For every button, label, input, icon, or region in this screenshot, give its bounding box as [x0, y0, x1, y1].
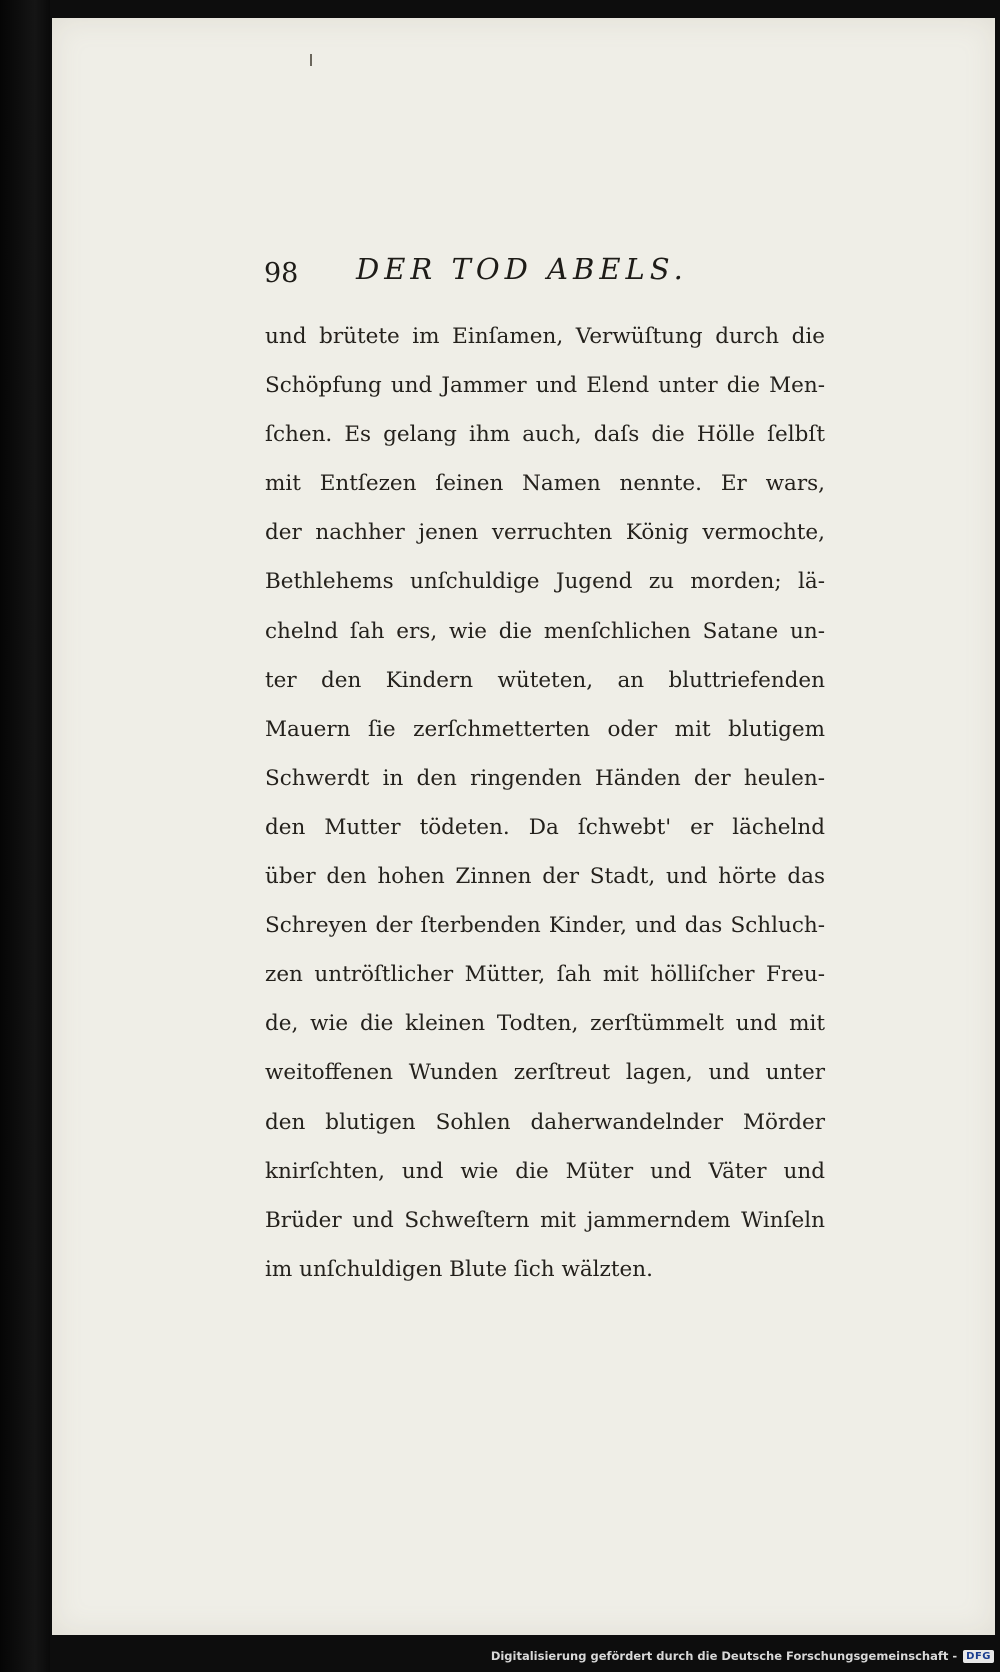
text-line: de, wie die kleinen Todten, zerſtümmelt und mit: [265, 1011, 825, 1037]
running-title: DER TOD ABELS.: [356, 252, 688, 286]
text-line: mit Entſezen ſeinen Namen nennte. Er wars,: [265, 471, 825, 497]
text-line: ter den Kindern wüteten, an bluttriefenden: [265, 667, 825, 693]
text-line: Brüder und Schweſtern mit jammerndem Winſeln: [265, 1207, 825, 1233]
page-header: [264, 252, 734, 292]
page-number: 98: [264, 258, 299, 289]
text-line: Schöpfung und Jammer und Elend unter die Men-: [265, 373, 825, 399]
text-line: knirſchten, und wie die Müter und Väter und: [265, 1158, 825, 1184]
text-line: ſchen. Es gelang ihm auch, daſs die Hölle ſelbſt: [265, 422, 825, 448]
text-line: den blutigen Sohlen daherwandelnder Mörder: [265, 1109, 825, 1135]
book-edge: [0, 0, 50, 1672]
text-line: Bethlehems unſchuldige Jugend zu morden; lä-: [265, 569, 825, 595]
body-text: [265, 312, 825, 1294]
text-line: über den hohen Zinnen der Stadt, und hörte das: [265, 864, 825, 890]
dfg-logo-icon: DFG: [963, 1650, 994, 1663]
funding-credit-text: Digitalisierung gefördert durch die Deutsche Forschungsgemeinschaft -: [490, 1649, 958, 1663]
text-line: Mauern ſie zerſchmetterten oder mit blutigem: [265, 716, 825, 742]
text-line: weitoffenen Wunden zerſtreut lagen, und unter: [265, 1060, 825, 1086]
text-line: chelnd ſah ers, wie die menſchlichen Satane un-: [265, 618, 825, 644]
text-line: der nachher jenen verruchten König vermochte,: [265, 520, 825, 546]
text-line: im unſchuldigen Blute ſich wälzten.: [265, 1256, 653, 1282]
page-mark: [310, 54, 312, 66]
text-line: den Mutter tödeten. Da ſchwebt' er lächelnd: [265, 814, 825, 840]
footer-credit: [491, 1646, 994, 1666]
text-line: zen untröſtlicher Mütter, ſah mit hölliſcher Freu-: [265, 962, 825, 988]
text-line: und brütete im Einſamen, Verwüſtung durch die: [265, 324, 825, 349]
text-line: Schreyen der ſterbenden Kinder, und das Schluch-: [265, 913, 825, 939]
text-line: Schwerdt in den ringenden Händen der heulen-: [265, 765, 825, 791]
